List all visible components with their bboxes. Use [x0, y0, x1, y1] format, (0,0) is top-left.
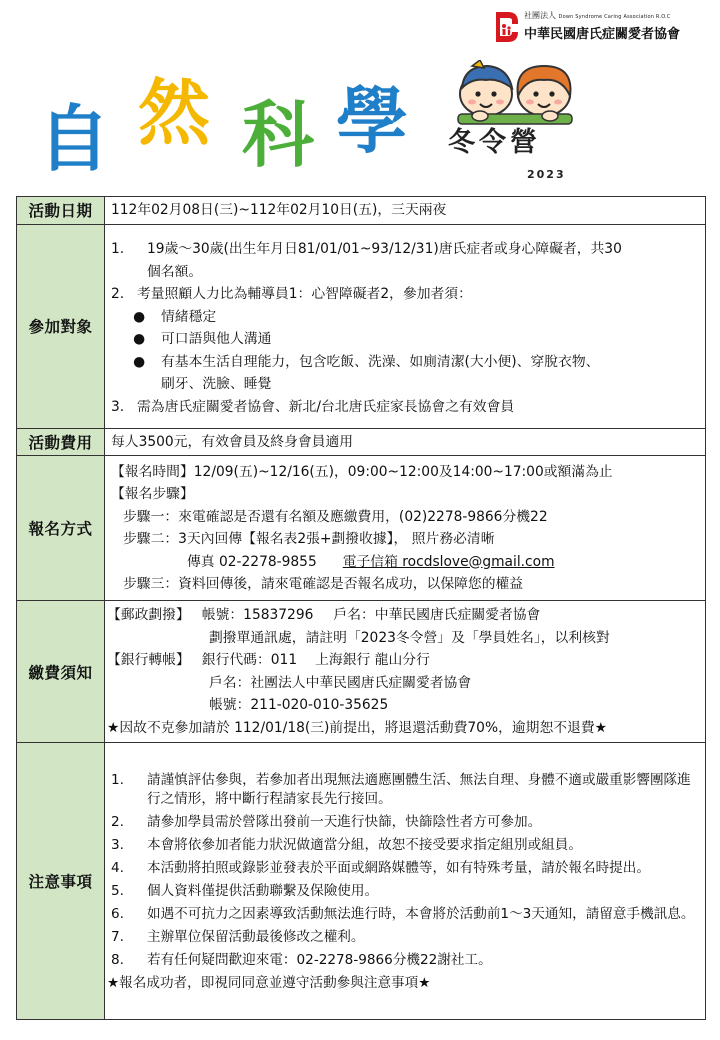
bullet-icon: ●: [133, 353, 146, 370]
target-bullet1: 情緒穩定: [161, 308, 217, 325]
notes-footer: ★報名成功者，即視同同意並遵守活動參與注意事項★: [107, 975, 431, 991]
list-item: 3. 本會將依參加者能力狀況做適當分組，故恕不接受要求指定組別或組員。: [111, 837, 582, 853]
value-register: [105, 456, 706, 601]
register-step1: 步驟一：來電確認是否還有名額及應繳費用，(02)2278-9866分機22: [123, 508, 548, 525]
value-notes: [105, 743, 706, 1020]
register-step2: 步驟二：3天內回傳【報名表2張+劃撥收據】， 照片務必清晰: [123, 531, 495, 547]
label-target: 參加對象: [17, 224, 105, 428]
value-payment: [105, 601, 706, 743]
target-item1-num: 1.: [111, 241, 125, 257]
target-item3-num: 3.: [111, 398, 125, 415]
payment-refund: ★因故不克參加請於 112/01/18(三)前提出，將退還活動費70%，逾期恕不退費★: [107, 719, 608, 736]
register-email-link[interactable]: 電子信箱 rocdslove@gmail.com: [342, 553, 555, 570]
association-logo-icon: [488, 8, 522, 42]
bullet-icon: ●: [133, 331, 146, 347]
row-fee: [17, 428, 706, 456]
payment-bank-account: 帳號：211-020-010-35625: [209, 697, 389, 713]
row-notes: [17, 743, 706, 1020]
org-subtitle-zh: 社團法人: [524, 11, 556, 20]
label-payment: 繳費須知: [17, 601, 105, 743]
label-register: 報名方式: [17, 456, 105, 601]
payment-bank-tag: 【銀行轉帳】: [107, 652, 190, 668]
value-fee: [105, 428, 706, 456]
register-steps-title: 【報名步驟】: [111, 486, 194, 502]
label-fee: 活動費用: [17, 428, 105, 456]
bullet-icon: ●: [133, 308, 146, 325]
payment-post-note: 劃撥單通訊處，請註明「2023冬令營」及「學員姓名」，以利核對: [209, 629, 610, 646]
org-name: 中華民國唐氏症關愛者協會: [524, 27, 681, 42]
list-item: 4. 本活動將拍照或錄影並發表於平面或網路媒體等，如有特殊考量，請於報名時提出。: [111, 860, 650, 876]
register-step3: 步驟三：資料回傳後，請來電確認是否報名成功，以保障您的權益: [123, 576, 524, 592]
target-bullet3-line2: 刷牙、洗臉、睡覺: [161, 376, 272, 392]
target-bullet2: 可口語與他人溝通: [161, 331, 272, 347]
org-subtitle-en: Down Syndrome Caring Association R.O.C: [558, 14, 671, 20]
org-header: [488, 8, 708, 44]
list-item: 5. 個人資料僅提供活動聯繫及保險使用。: [111, 883, 379, 899]
row-target: [17, 224, 706, 428]
children-illustration-icon: [450, 60, 580, 126]
title-artwork: [30, 60, 450, 190]
value-target: [105, 224, 706, 428]
target-bullet3-line1: 有基本生活自理能力，包含吃飯、洗澡、如廁清潔(大小便)、穿脫衣物、: [161, 353, 600, 370]
date-text: 112年02月08日(三)~112年02月10日(五)，三天兩夜: [111, 202, 447, 218]
payment-post-account: 帳號：15837296: [201, 607, 314, 623]
list-item: 2. 請參加學員需於營隊出發前一天進行快篩，快篩陰性者方可參加。: [111, 814, 542, 830]
value-date: [105, 197, 706, 225]
target-item3: 需為唐氏症關愛者協會、新北/台北唐氏症家長協會之有效會員: [137, 398, 515, 415]
info-table: [16, 196, 706, 1020]
label-date: 活動日期: [17, 197, 105, 225]
list-item: 8. 若有任何疑問歡迎來電：02-2278-9866分機22謝社工。: [111, 952, 492, 968]
target-item1-line1: 19歲～30歲(出生年月日81/01/01~93/12/31)唐氏症者或身心障礙者，共30: [147, 241, 622, 257]
title-char-4: 學: [336, 79, 409, 163]
title-char-2: 然: [138, 71, 211, 155]
payment-bank-holder: 戶名：社團法人中華民國唐氏症關愛者協會: [209, 674, 472, 691]
title-char-1: 自: [38, 97, 111, 181]
org-subtitle: [524, 10, 671, 21]
target-item2-num: 2.: [111, 286, 125, 302]
row-register: [17, 456, 706, 601]
label-notes: 注意事項: [17, 743, 105, 1020]
camp-title: 冬令營: [448, 127, 541, 158]
list-item: 7. 主辦單位保留活動最後修改之權利。: [111, 929, 365, 945]
list-item: 1. 請謹慎評估參與，若參加者出現無法適應團體生活、無法自理、身體不適或嚴重影響團隊進行之情形，將中斷行程請家長先行接回。: [111, 772, 691, 807]
payment-bank-name: 上海銀行 龍山分行: [315, 652, 430, 668]
row-date: [17, 197, 706, 225]
register-fax: 傳真 02-2278-9855: [187, 553, 317, 570]
payment-post-name: 戶名：中華民國唐氏症關愛者協會: [333, 607, 541, 623]
row-payment: [17, 601, 706, 743]
register-time: 【報名時間】12/09(五)~12/16(五)，09:00~12:00及14:00~17:00或額滿為止: [111, 463, 613, 480]
payment-post-tag: 【郵政劃撥】: [107, 607, 190, 623]
payment-bank-code: 銀行代碼：011: [201, 652, 298, 668]
target-item1-line2: 個名額。: [147, 263, 203, 280]
target-item2: 考量照顧人力比為輔導員1：心智障礙者2，參加者須：: [137, 286, 472, 302]
camp-year: 2023: [527, 168, 566, 181]
fee-text: 每人3500元，有效會員及終身會員適用: [111, 433, 354, 450]
title-char-3: 科: [242, 93, 315, 177]
list-item: 6. 如遇不可抗力之因素導致活動無法進行時，本會將於活動前1～3天通知，請留意手機訊息。: [111, 906, 695, 922]
